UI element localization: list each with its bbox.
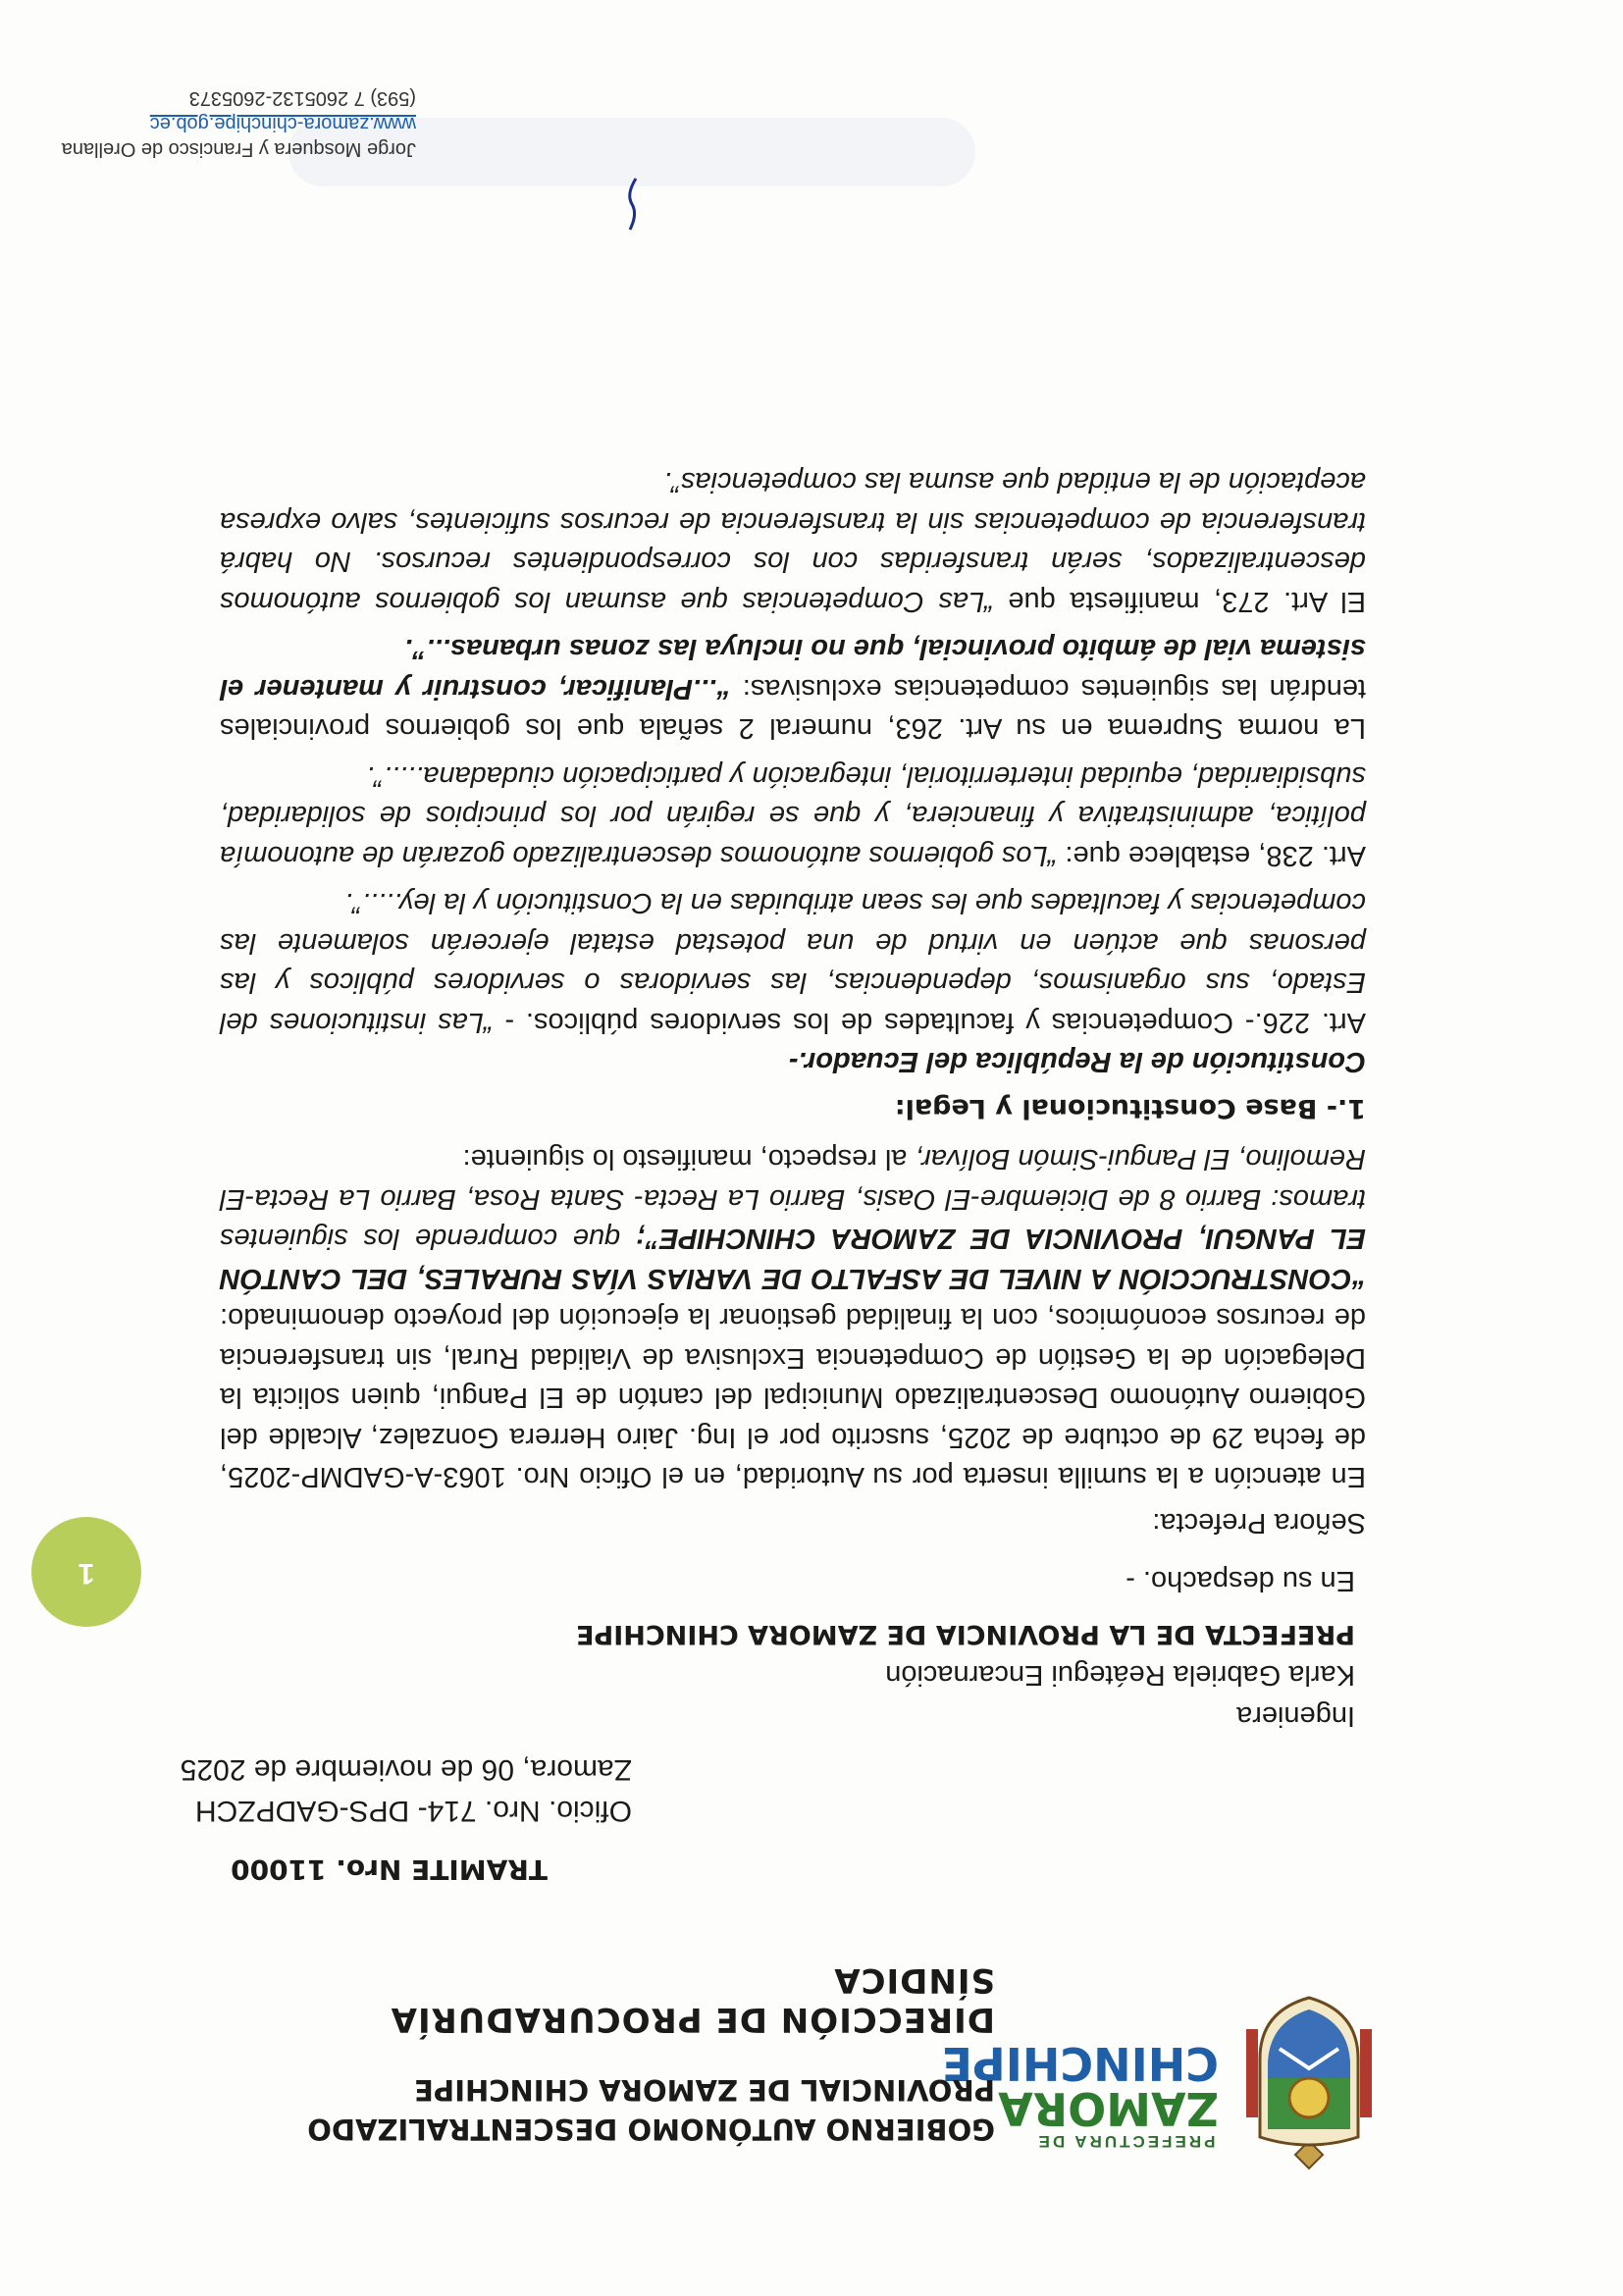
footer-address: Jorge Mosquera y Francisco de Orellana (61, 138, 416, 160)
handwritten-mark (612, 175, 652, 234)
addressee-role: PREFECTA DE LA PROVINCIA DE ZAMORA CHINCHIPE (576, 1619, 1355, 1649)
article-273 (220, 462, 1366, 621)
addressee-office: En su despacho. - (1126, 1565, 1355, 1596)
letter-body (220, 454, 1366, 1542)
institution-line-2: PROVINCIAL DE ZAMORA CHINCHIPE (414, 2073, 995, 2107)
project-name: “CONSTRUCCIÓN A NIVEL DE ASFALTO DE VARIAS VÍAS RURALES, DEL CANTÓN EL PANGUI, PROVINCIA DE ZAMORA CHINCHIPE”; (220, 1223, 1366, 1294)
brand-small-text: PREFECTURA DE (1035, 2132, 1216, 2151)
subsection-title: Constitución de la República del Ecuador.- (788, 1046, 1366, 1078)
article-263-heading: La norma Suprema en su Art. 263, numeral 2 señala que los gobiernos provinciales tendrán las siguientes competencias exclusivas: (220, 673, 1366, 745)
article-238-heading: Art. 238, establece que: (1057, 840, 1366, 871)
page-number-badge (31, 1517, 141, 1627)
addressee-name: Karla Gabriela Reátegui Encarnación (885, 1659, 1355, 1691)
page-number: 1 (78, 1557, 95, 1590)
institution-name (249, 2070, 995, 2149)
tramite-number: TRAMITE Nro. 11000 (231, 1853, 548, 1886)
article-226-heading: Art. 226.- Competencias y facultades de los servidores públicos. - (493, 1007, 1366, 1038)
footer-website-link[interactable]: www.zamora-chinchipe.gob.ec (149, 113, 416, 134)
brand-block (941, 2037, 1219, 2151)
footer-phone: (593) 7 2605132-2605373 (188, 87, 416, 109)
paragraph-request (220, 1139, 1366, 1497)
article-263 (220, 629, 1366, 749)
oficio-number: Oficio. Nro. 714- DPS-GADPZCH (194, 1795, 632, 1827)
article-273-quote: “Las Competencias que asuman los gobiernos autónomos descentralizados, serán transferidas con los correspondientes recursos. No habrá transferencia de competencias sin la transferencia de recursos suficientes, salvo expresa aceptación de la entidad que asuma las competencias”. (220, 466, 1366, 617)
footer-contact (62, 85, 416, 162)
article-226 (220, 883, 1366, 1042)
brand-line-1: ZAMORA (998, 2082, 1219, 2135)
paragraph-request-part-d: al respecto, manifiesto lo siguiente: (462, 1143, 916, 1175)
directorate-title: DIRECCIÓN DE PROCURADURÍA SÍNDICA (390, 1960, 995, 2039)
article-238-quote: “Los gobiernos autónomos descentralizado gozarán de autonomía política, administrativa y financiera, y que se regirán por los principios de solidaridad, subsidiaridad, equidad interterritorial, integración y participación ciudadana.....”. (220, 760, 1366, 871)
institution-line-1: GOBIERNO AUTÓNOMO DESCENTRALIZADO (307, 2113, 995, 2146)
addressee-title: Ingeniera (1236, 1700, 1355, 1732)
section-title: 1.- Base Constitucional y Legal: (894, 1093, 1366, 1123)
salutation: Señora Prefecta: (1152, 1507, 1366, 1539)
document-date: Zamora, 06 de noviembre de 2025 (180, 1753, 632, 1786)
article-273-heading: El Art. 273, manifiesta que (993, 586, 1366, 617)
project-sections: que comprende los siguientes tramos: Barrio 8 de Diciembre-El Oasis, Barrio La Recta- Santa Rosa, Barrio La Recta-El Remolino, El Pangui-Simón Bolívar, (220, 1143, 1366, 1255)
coat-of-arms-logo (1240, 1990, 1378, 2176)
article-238 (220, 757, 1366, 876)
paragraph-request-part-a: En atención a la sumilla inserta por su Autoridad, en el Oficio Nro. 1063-A-GADMP-2025, de fecha 29 de octubre de 2025, suscrito por el Ing. Jairo Herrera Gonzalez, Alcalde del Gobierno Autónomo Descentralizado Municipal del cantón de El Pangui, quien solicita la Delegación de la Gestión de Competencia Exclusiva de Vialidad Rural, sin transferencia de recursos económicos, con la finalidad gestionar la ejecución del proyecto denominado: (220, 1302, 1366, 1493)
brand-line-2: CHINCHIPE (941, 2037, 1219, 2090)
article-263-quote: “...Planificar, construir y mantener el sistema vial de ámbito provincial, que no incluya las zonas urbanas...”. (220, 633, 1366, 704)
article-226-quote: “Las instituciones del Estado, sus organismos, dependencias, las servidoras o servidores públicos y las personas que actúen en virtud de una potestad estatal ejercerán solamente las competencias y facultades que les sean atribuidas en la Constitución y la ley.....”. (220, 887, 1366, 1038)
